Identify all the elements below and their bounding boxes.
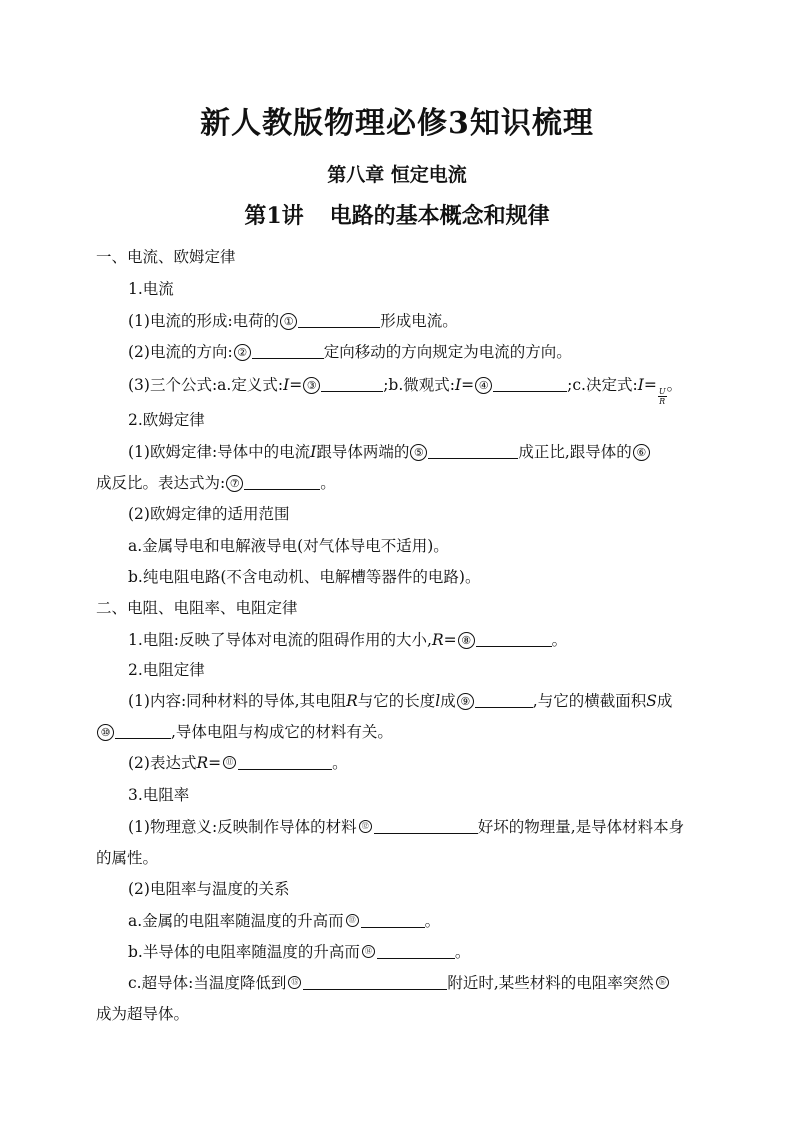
lecture-heading xyxy=(0,199,794,230)
blank-marker-5: ⑤ xyxy=(410,444,427,461)
fill-blank-3 xyxy=(321,376,383,392)
blank-marker-12: ⑫ xyxy=(359,820,372,833)
fill-blank-9 xyxy=(475,692,533,708)
blank-marker-4: ④ xyxy=(475,377,492,394)
fill-blank-11 xyxy=(238,754,332,770)
section-1-heading: 一、电流、欧姆定律 xyxy=(96,248,236,266)
fill-blank-7 xyxy=(244,474,320,490)
line-resistivity-meaning-1: (1)物理意义:反映制作导体的材料 ⑫ 好坏的物理量,是导体材料本身 xyxy=(128,818,685,836)
fill-blank-4 xyxy=(493,376,567,392)
blank-marker-7: ⑦ xyxy=(226,475,243,492)
blank-marker-3: ③ xyxy=(303,377,320,394)
blank-marker-6: ⑥ xyxy=(633,444,650,461)
section-2-heading: 二、电阻、电阻率、电阻定律 xyxy=(96,599,298,617)
fill-blank-15 xyxy=(303,974,447,990)
fill-blank-14 xyxy=(377,943,455,959)
subsection-ohm-law: 2.欧姆定律 xyxy=(128,411,205,429)
line-superconductor-2: 成为超导体。 xyxy=(96,1005,190,1023)
line-three-formulas: (3)三个公式:a.定义式:I= ③ ;b.微观式:I= ④ ;c.决定式:I= $\frac{U}{R}$ 。 xyxy=(128,376,683,406)
ohm-fraction: $\frac{U}{R}$ xyxy=(658,387,666,406)
fill-blank-8 xyxy=(476,631,552,647)
blank-marker-14: ⑭ xyxy=(362,945,375,958)
blank-marker-9: ⑨ xyxy=(457,693,474,710)
line-resistivity-meaning-2: 的属性。 xyxy=(96,849,159,867)
line-current-formation: (1)电流的形成:电荷的 ① 形成电流。 xyxy=(128,312,458,330)
line-resistance-law-2: ⑩ ,导体电阻与构成它的材料有关。 xyxy=(96,722,393,742)
line-semiconductor-resistivity: b.半导体的电阻率随温度的升高而 ⑭ 。 xyxy=(128,943,471,961)
line-resistance-expression: (2)表达式R= ⑪ 。 xyxy=(128,754,348,772)
lecture-name: 电路的基本概念和规律 xyxy=(329,203,550,229)
line-scope-a: a.金属导电和电解液导电(对气体导电不适用)。 xyxy=(128,537,449,555)
line-resistance: 1.电阻:反映了导体对电流的阻碍作用的大小,R= ⑧ 。 xyxy=(128,631,568,649)
fill-blank-12 xyxy=(374,818,478,834)
chapter-heading: 第八章 恒定电流 xyxy=(327,164,467,186)
line-ohm-scope: (2)欧姆定律的适用范围 xyxy=(128,505,290,523)
blank-marker-1: ① xyxy=(280,313,297,330)
fill-blank-10 xyxy=(115,723,171,739)
blank-marker-13: ⑬ xyxy=(346,914,359,927)
line-scope-b: b.纯电阻电路(不含电动机、电解槽等器件的电路)。 xyxy=(128,568,481,586)
line-metal-resistivity: a.金属的电阻率随温度的升高而 ⑬ 。 xyxy=(128,912,441,930)
line-ohm-law-2: 成反比。表达式为: ⑦ 。 xyxy=(96,474,336,492)
line-resistance-law-1: (1)内容:同种材料的导体,其电阻R与它的长度l成 ⑨ ,与它的横截面积S成 xyxy=(128,692,673,710)
line-superconductor-1: c.超导体:当温度降低到 ⑮ 附近时,某些材料的电阻率突然 ⑯ xyxy=(128,973,671,993)
blank-marker-2: ② xyxy=(234,344,251,361)
fill-blank-2 xyxy=(252,343,324,359)
line-resistivity-temperature: (2)电阻率与温度的关系 xyxy=(128,880,290,898)
line-current-direction: (2)电流的方向: ② 定向移动的方向规定为电流的方向。 xyxy=(128,343,572,361)
subsection-current: 1.电流 xyxy=(128,280,174,298)
blank-marker-16: ⑯ xyxy=(656,976,669,989)
subsection-resistivity: 3.电阻率 xyxy=(128,786,190,804)
blank-marker-8: ⑧ xyxy=(458,632,475,649)
subsection-resistance-law: 2.电阻定律 xyxy=(128,661,205,679)
blank-marker-11: ⑪ xyxy=(223,756,236,769)
lecture-number: 第1讲 xyxy=(244,203,304,229)
page-title: 新人教版物理必修3知识梳理 xyxy=(200,106,594,141)
fill-blank-1 xyxy=(298,312,380,328)
fill-blank-5 xyxy=(428,443,518,459)
line-ohm-law-1: (1)欧姆定律:导体中的电流I跟导体两端的 ⑤ 成正比,跟导体的 ⑥ xyxy=(128,442,651,462)
blank-marker-15: ⑮ xyxy=(288,976,301,989)
fill-blank-13 xyxy=(361,912,425,928)
blank-marker-10: ⑩ xyxy=(97,724,114,741)
